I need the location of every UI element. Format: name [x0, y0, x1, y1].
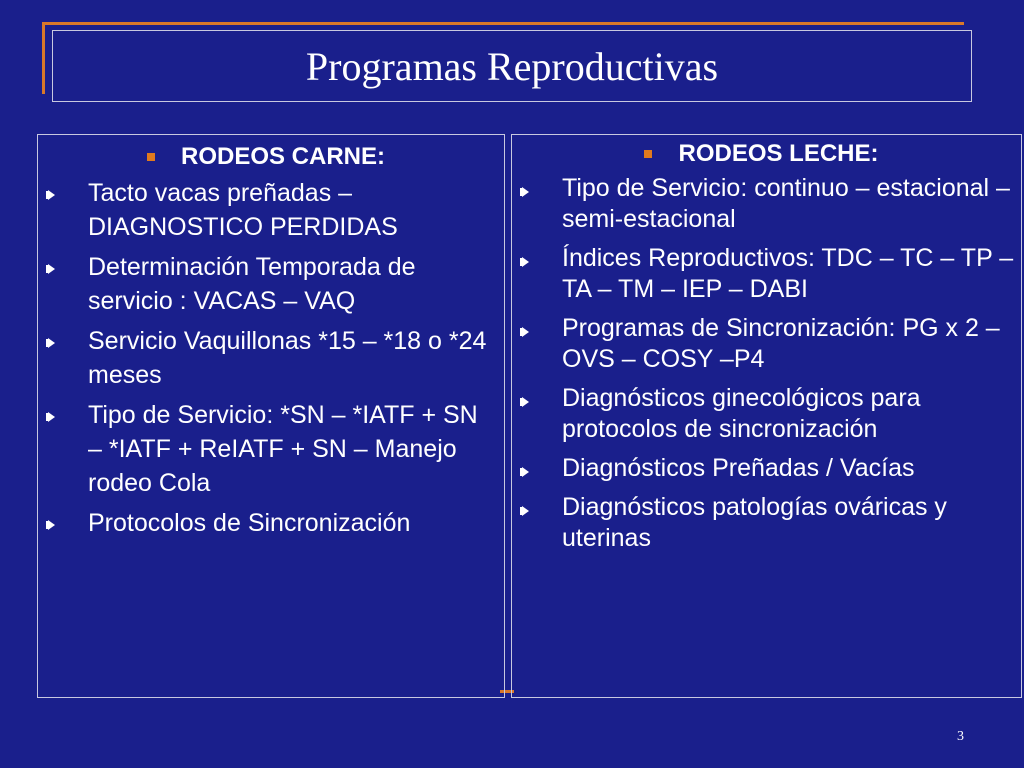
arrow-bullet-icon — [522, 506, 529, 516]
page-number: 3 — [957, 729, 964, 744]
right-panel — [511, 134, 1022, 698]
list-item: Servicio Vaquillonas *15 – *18 o *24 meses — [38, 324, 504, 392]
arrow-bullet-icon — [522, 187, 529, 197]
list-item: Protocolos de Sincronización — [38, 506, 504, 540]
square-bullet-icon — [644, 150, 652, 158]
decor-line-left — [42, 22, 45, 94]
left-section-heading — [28, 142, 504, 172]
decor-line-top — [42, 22, 964, 25]
arrow-bullet-icon — [48, 190, 55, 200]
list-item: Determinación Temporada de servicio : VACAS – VAQ — [38, 250, 504, 318]
slide-title: Programas Reproductivas — [305, 43, 719, 89]
list-item: Tipo de Servicio: *SN – *IATF + SN – *IATF + ReIATF + SN – Manejo rodeo Cola — [38, 398, 504, 500]
left-heading-text: RODEOS CARNE: — [180, 143, 385, 170]
left-panel — [37, 134, 505, 698]
arrow-bullet-icon — [48, 338, 55, 348]
arrow-bullet-icon — [522, 397, 529, 407]
right-item-list — [512, 173, 1021, 554]
list-item: Tacto vacas preñadas – DIAGNOSTICO PERDIDAS — [38, 176, 504, 244]
right-heading-text: RODEOS LECHE: — [678, 140, 879, 167]
arrow-bullet-icon — [48, 264, 55, 274]
title-box — [52, 30, 972, 102]
arrow-bullet-icon — [48, 520, 55, 530]
list-item: Diagnósticos patologías ováricas y uterinas — [512, 492, 1021, 554]
list-item: Diagnósticos Preñadas / Vacías — [512, 453, 1021, 484]
arrow-bullet-icon — [522, 327, 529, 337]
list-item: Índices Reproductivos: TDC – TC – TP – TA – TM – IEP – DABI — [512, 243, 1021, 305]
right-section-heading — [502, 139, 1021, 169]
list-item: Tipo de Servicio: continuo – estacional – semi-estacional — [512, 173, 1021, 235]
arrow-bullet-icon — [48, 412, 55, 422]
list-item: Programas de Sincronización: PG x 2 – OVS – COSY –P4 — [512, 313, 1021, 375]
arrow-bullet-icon — [522, 467, 529, 477]
list-item: Diagnósticos ginecológicos para protocolos de sincronización — [512, 383, 1021, 445]
arrow-bullet-icon — [522, 257, 529, 267]
square-bullet-icon — [147, 153, 155, 161]
left-item-list — [38, 176, 504, 540]
